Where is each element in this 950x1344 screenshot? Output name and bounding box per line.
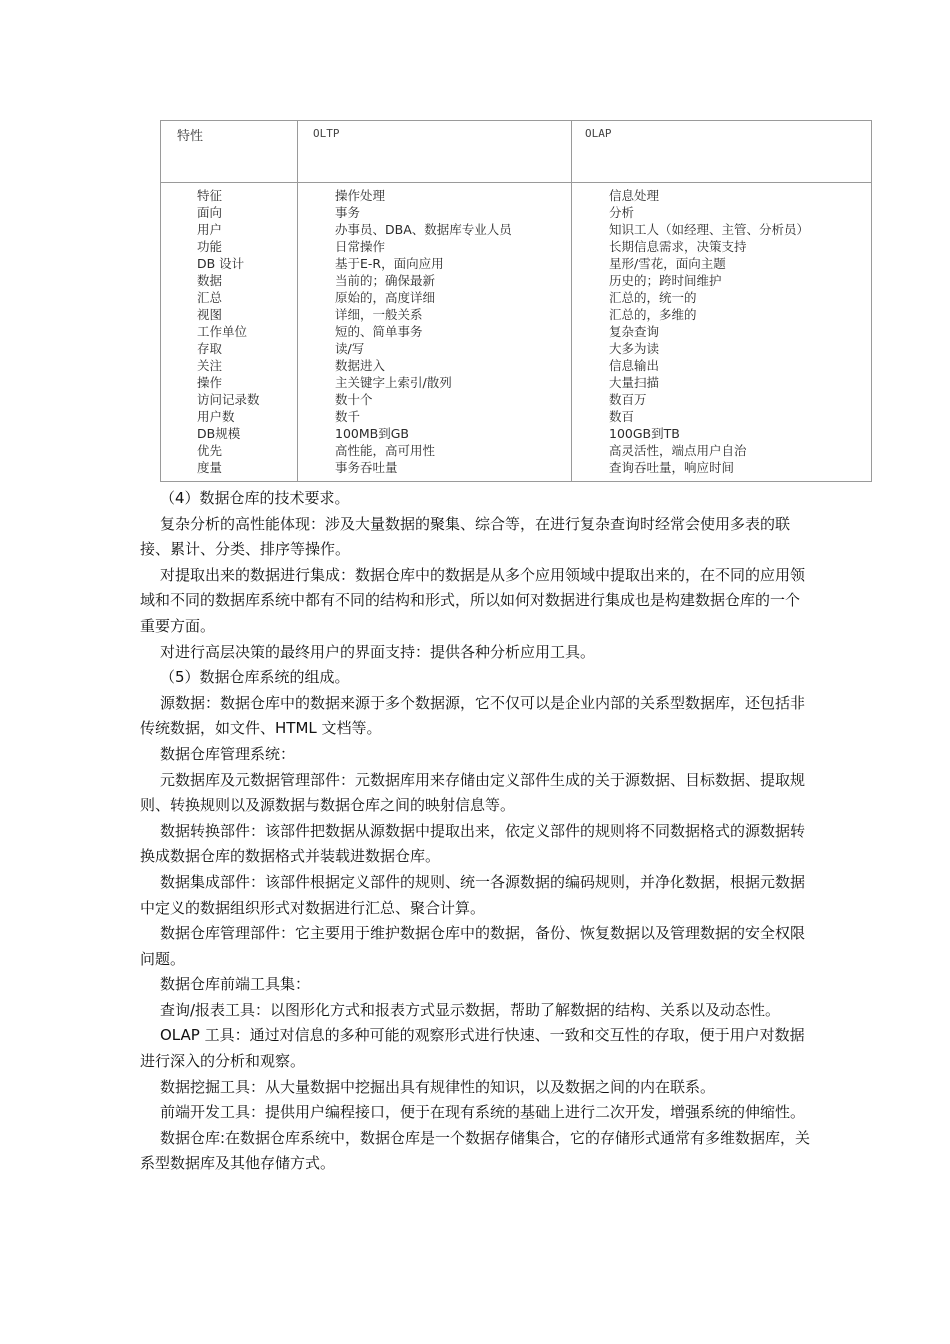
table-cell-features: 特征 bbox=[197, 188, 223, 203]
table-cell-features: 数据 bbox=[197, 273, 223, 288]
feature-column bbox=[197, 187, 260, 476]
table-cell-olap: 信息处理 bbox=[609, 188, 660, 203]
table-cell-olap: 大多为读 bbox=[609, 341, 660, 356]
table-cell-olap: 星形/雪花，面向主题 bbox=[609, 256, 726, 271]
body-text bbox=[140, 486, 812, 1177]
table-cell-oltp: 读/写 bbox=[335, 341, 365, 356]
column-divider bbox=[571, 121, 572, 481]
table-cell-oltp: 办事员、DBA、数据库专业人员 bbox=[335, 222, 512, 237]
paragraph: 对进行高层决策的最终用户的界面支持：提供各种分析应用工具。 bbox=[160, 642, 596, 661]
table-cell-olap: 知识工人（如经理、主管、分析员） bbox=[609, 222, 810, 237]
paragraph: 数据仓库管理系统： bbox=[160, 744, 296, 763]
table-cell-olap: 复杂查询 bbox=[609, 324, 660, 339]
table-cell-features: 访问记录数 bbox=[197, 392, 260, 407]
table-cell-oltp: 数千 bbox=[335, 409, 361, 424]
table-cell-oltp: 详细，一般关系 bbox=[335, 307, 423, 322]
paragraph: 元数据库及元数据管理部件：元数据库用来存储由定义部件生成的关于源数据、目标数据、提取规则、转换规则以及源数据与数据仓库之间的映射信息等。 bbox=[140, 770, 806, 815]
table-cell-olap: 数百万 bbox=[609, 392, 647, 407]
table-cell-features: 工作单位 bbox=[197, 324, 248, 339]
paragraph: 数据仓库:在数据仓库系统中，数据仓库是一个数据存储集合，它的存储形式通常有多维数据库，关系型数据库及其他存储方式。 bbox=[140, 1128, 811, 1173]
paragraph: 数据转换部件：该部件把数据从源数据中提取出来，依定义部件的规则将不同数据格式的源数据转换成数据仓库的数据格式并装载进数据仓库。 bbox=[140, 821, 806, 866]
header-divider bbox=[161, 182, 871, 183]
table-cell-olap: 历史的；跨时间维护 bbox=[609, 273, 722, 288]
table-cell-features: 操作 bbox=[197, 375, 223, 390]
paragraph: （5）数据仓库系统的组成。 bbox=[160, 668, 350, 687]
table-cell-features: DB规模 bbox=[197, 426, 241, 441]
header-feature: 特性 bbox=[177, 129, 204, 144]
table-cell-features: 关注 bbox=[197, 358, 223, 373]
table-cell-features: 面向 bbox=[197, 205, 223, 220]
table-cell-olap: 数百 bbox=[609, 409, 635, 424]
paragraph: 数据仓库管理部件：它主要用于维护数据仓库中的数据，备份、恢复数据以及管理数据的安全权限问题。 bbox=[140, 924, 806, 968]
header-oltp: OLTP bbox=[313, 127, 340, 140]
olap-column bbox=[609, 187, 809, 476]
table-cell-oltp: 原始的，高度详细 bbox=[335, 290, 436, 305]
table-cell-olap: 信息输出 bbox=[609, 358, 660, 373]
table-cell-features: 优先 bbox=[197, 443, 223, 458]
table-cell-oltp: 短的、简单事务 bbox=[335, 324, 423, 339]
paragraph: 复杂分析的高性能体现：涉及大量数据的聚集、综合等，在进行复杂查询时经常会使用多表的联接、累计、分类、排序等操作。 bbox=[140, 514, 791, 559]
table-cell-oltp: 高性能，高可用性 bbox=[335, 443, 436, 458]
table-cell-oltp: 事务 bbox=[335, 205, 361, 220]
table-cell-olap: 汇总的，多维的 bbox=[609, 307, 697, 322]
table-cell-features: DB 设计 bbox=[197, 256, 245, 271]
column-divider bbox=[297, 121, 298, 481]
paragraph: 数据仓库前端工具集： bbox=[160, 975, 311, 994]
table-cell-olap: 查询吞吐量，响应时间 bbox=[609, 460, 735, 475]
table-cell-features: 视图 bbox=[197, 307, 223, 322]
table-cell-oltp: 主关键字上索引/散列 bbox=[335, 375, 452, 390]
oltp-column bbox=[335, 187, 512, 476]
paragraph: 查询/报表工具：以图形化方式和报表方式显示数据，帮助了解数据的结构、关系以及动态性。 bbox=[160, 1000, 781, 1019]
table-cell-olap: 大量扫描 bbox=[609, 375, 660, 390]
table-cell-olap: 长期信息需求，决策支持 bbox=[609, 239, 747, 254]
paragraph: 前端开发工具：提供用户编程接口，便于在现有系统的基础上进行二次开发，增强系统的伸缩性。 bbox=[160, 1103, 806, 1122]
table-cell-olap: 100GB到TB bbox=[609, 426, 680, 441]
table-cell-oltp: 数十个 bbox=[335, 392, 373, 407]
header-olap: OLAP bbox=[585, 127, 612, 140]
table-cell-oltp: 基于E-R，面向应用 bbox=[335, 256, 444, 271]
table-cell-oltp: 数据进入 bbox=[335, 358, 386, 373]
table-cell-features: 用户 bbox=[197, 222, 223, 237]
table-cell-features: 度量 bbox=[197, 460, 223, 475]
table-cell-olap: 汇总的，统一的 bbox=[609, 290, 697, 305]
table-cell-features: 存取 bbox=[197, 341, 223, 356]
table-cell-features: 用户数 bbox=[197, 409, 235, 424]
paragraph: 对提取出来的数据进行集成：数据仓库中的数据是从多个应用领域中提取出来的，在不同的应用领域和不同的数据库系统中都有不同的结构和形式，所以如何对数据进行集成也是构建数据仓库的一个重要方面。 bbox=[140, 565, 806, 635]
table-cell-oltp: 操作处理 bbox=[335, 188, 386, 203]
paragraph: （4）数据仓库的技术要求。 bbox=[160, 489, 350, 507]
table-cell-oltp: 当前的；确保最新 bbox=[335, 273, 436, 288]
paragraph: 数据集成部件：该部件根据定义部件的规则、统一各源数据的编码规则，并净化数据，根据元数据中定义的数据组织形式对数据进行汇总、聚合计算。 bbox=[140, 872, 806, 917]
table-cell-oltp: 事务吞吐量 bbox=[335, 460, 398, 475]
table-cell-oltp: 100MB到GB bbox=[335, 426, 409, 441]
paragraph: OLAP 工具：通过对信息的多种可能的观察形式进行快速、一致和交互性的存取，便于用户对数据进行深入的分析和观察。 bbox=[140, 1026, 805, 1071]
paragraph: 源数据：数据仓库中的数据来源于多个数据源，它不仅可以是企业内部的关系型数据库，还包括非传统数据，如文件、HTML 文档等。 bbox=[140, 693, 806, 738]
paragraph: 数据挖掘工具：从大量数据中挖掘出具有规律性的知识，以及数据之间的内在联系。 bbox=[160, 1077, 716, 1096]
table-cell-features: 汇总 bbox=[197, 290, 223, 305]
table-cell-olap: 高灵活性，端点用户自治 bbox=[609, 443, 747, 458]
table-cell-olap: 分析 bbox=[609, 205, 635, 220]
oltp-olap-comparison-table bbox=[160, 120, 872, 482]
table-cell-oltp: 日常操作 bbox=[335, 239, 386, 254]
table-cell-features: 功能 bbox=[197, 239, 223, 254]
